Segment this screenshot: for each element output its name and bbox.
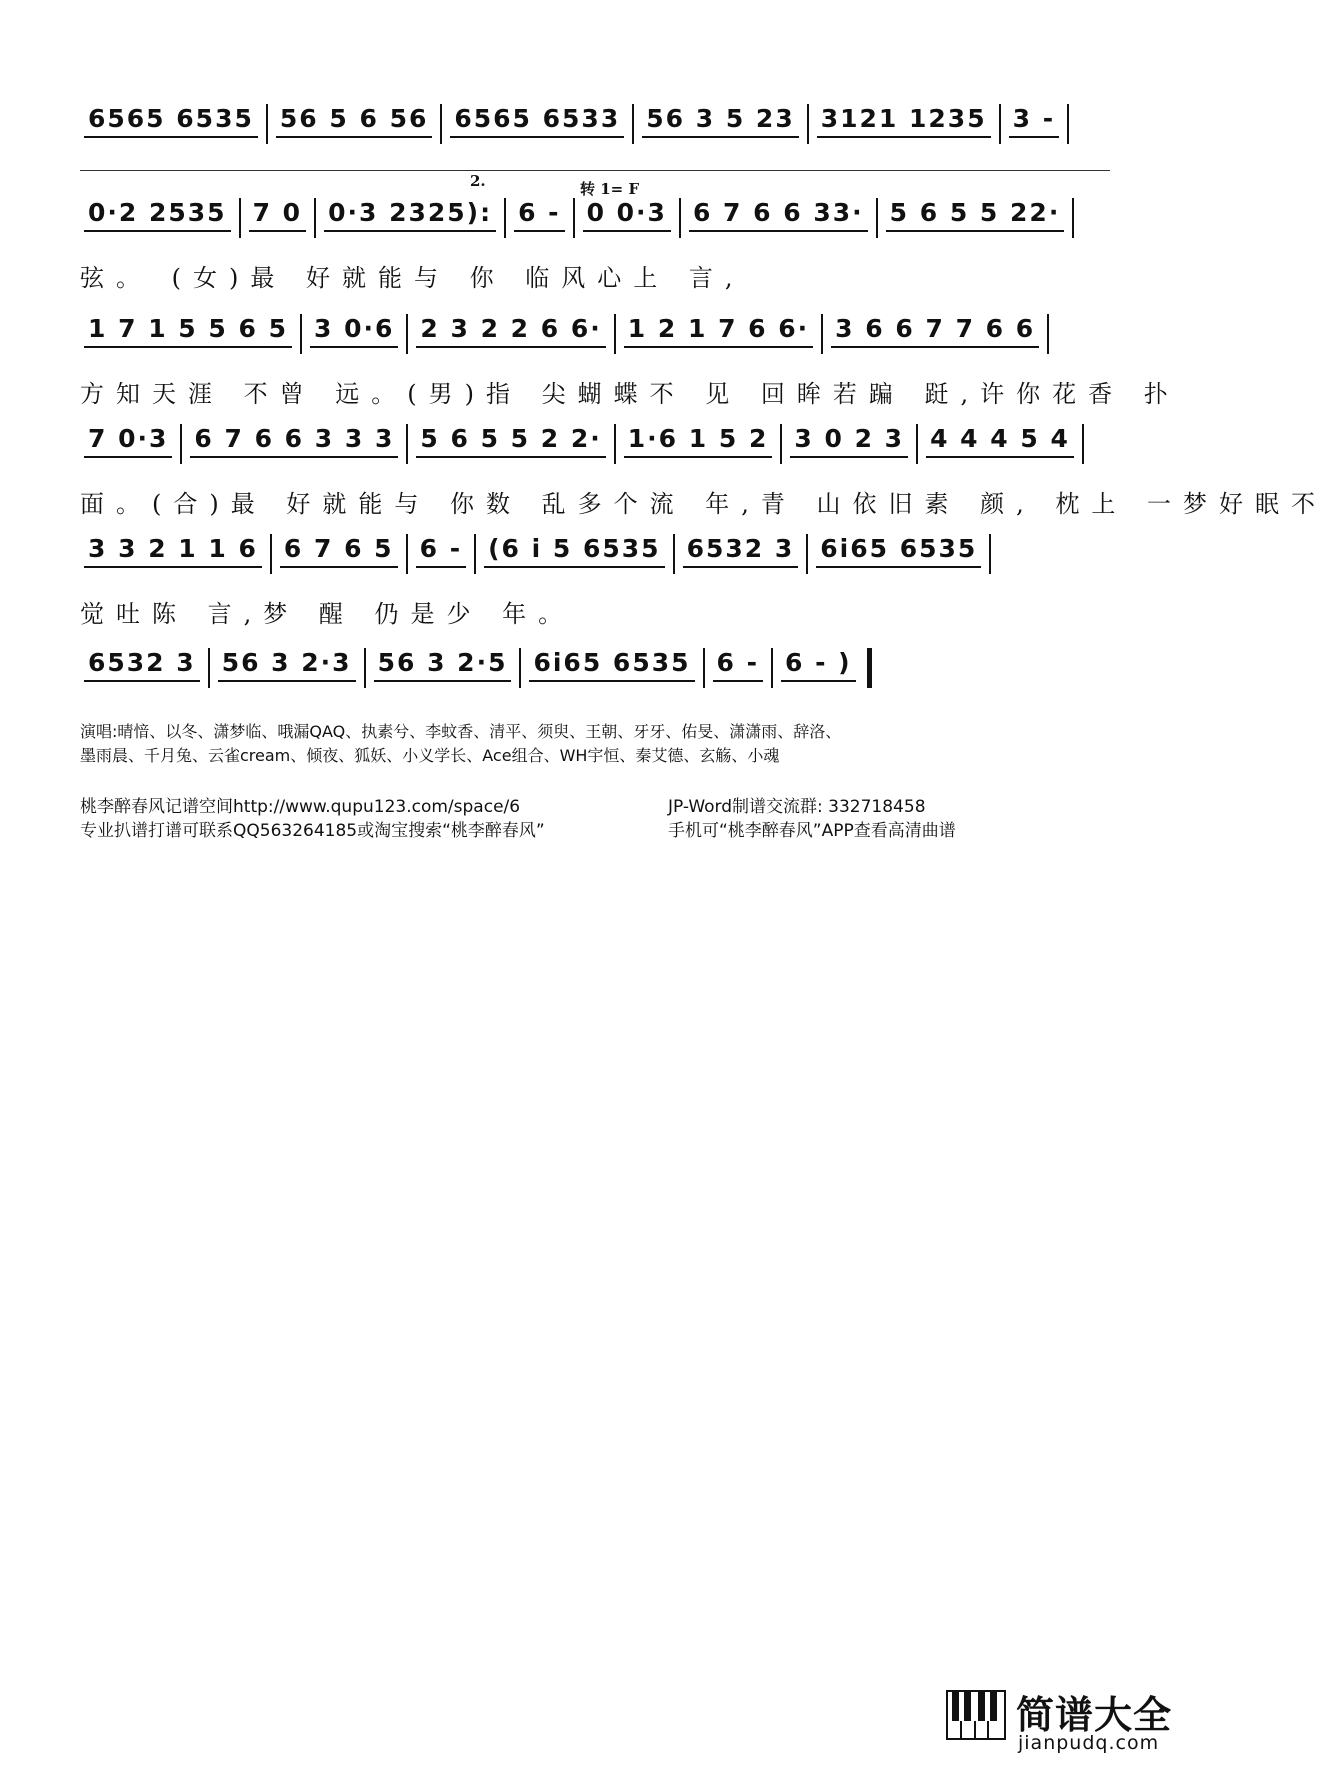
notation-group: 2 3 2 2 6 6· (416, 312, 605, 348)
barline (989, 534, 991, 574)
score-row-2 (80, 196, 1110, 292)
measure (272, 532, 406, 568)
notation-group: 56 5 6 56 (276, 102, 432, 138)
notation-group: 6i65 6535 (816, 532, 981, 568)
notation-group: 6 7 6 6 3 3 3 (190, 422, 398, 458)
barline (1072, 198, 1074, 238)
notation-group: 7 0 (249, 196, 307, 232)
notation-group: 0·2 2535 (84, 196, 231, 232)
measure (80, 102, 266, 138)
notation-group: 1·6 1 5 2 (624, 422, 773, 458)
measure (808, 532, 989, 568)
notation-group: 6 7 6 5 (280, 532, 398, 568)
notation-group: 6565 6533 (450, 102, 624, 138)
measure (210, 646, 364, 682)
measure (268, 102, 440, 138)
measure (408, 532, 474, 568)
measure (521, 646, 702, 682)
barline (1047, 314, 1049, 354)
measure (80, 196, 239, 232)
singers-line-2: 墨雨晨、千月兔、云雀cream、倾夜、狐妖、小义学长、Ace组合、WH宇恒、秦艾德、玄觞、小魂 (80, 746, 780, 765)
notation-group: 6 7 6 6 33· (689, 196, 868, 232)
notation-group: 56 3 2·5 (374, 646, 512, 682)
measure (918, 422, 1082, 458)
measure (616, 422, 781, 458)
measure (476, 532, 672, 568)
measure (80, 422, 180, 458)
notation-group: 3 0·6 (310, 312, 398, 348)
score-row-1 (80, 102, 1110, 162)
measure (616, 312, 821, 348)
row-5-lyrics: 觉吐陈 言,梦 醒 仍是少 年。 (80, 600, 575, 628)
measure (675, 532, 807, 568)
measure (809, 102, 999, 138)
notation-group: 0·3 2325): (324, 196, 496, 232)
logo-url: jianpudq.com (1018, 1732, 1160, 1754)
footer-right-line-1: JP-Word制谱交流群: 332718458 (668, 797, 926, 817)
notation-group: 5 6 5 5 22· (886, 196, 1065, 232)
notation-group: 7 0·3 (84, 422, 172, 458)
row-4-measures (80, 422, 1110, 482)
measure (575, 196, 679, 232)
logo-title: 简谱大全 (1016, 1693, 1173, 1737)
notation-group: 3 0 2 3 (790, 422, 908, 458)
footer-right (668, 795, 956, 843)
notation-group: 0 0·3 (583, 196, 671, 232)
row-3-lyrics: 方知天涯 不曾 远。(男)指 尖蝴蝶不 见 回眸若蹁 跹,许你花香 扑 (80, 380, 1180, 408)
row-4-lyrics: 面。(合)最 好就能与 你数 乱多个流 年,青 山依旧素 颜, 枕上 一梦好眠不 (80, 490, 1327, 518)
score-row-5 (80, 532, 1110, 628)
key-change-mark: 转 1= F (580, 180, 640, 198)
measure (681, 196, 876, 232)
measure (442, 102, 632, 138)
row-3-measures (80, 312, 1110, 372)
measure (782, 422, 916, 458)
notation-group: 56 3 5 23 (642, 102, 798, 138)
measure (241, 196, 315, 232)
score-row-6 (80, 646, 1110, 706)
singers-credit (80, 720, 841, 768)
row-6-measures (80, 646, 1110, 706)
measure (634, 102, 806, 138)
measure (182, 422, 406, 458)
score-row-3 (80, 312, 1180, 408)
barline (867, 648, 872, 688)
notation-group: 3 6 6 7 7 6 6 (831, 312, 1039, 348)
barline (1067, 104, 1069, 144)
footer-left-line-1: 桃李醉春风记谱空间http://www.qupu123.com/space/6 (80, 797, 521, 817)
notation-group: 6 - ) (781, 646, 856, 682)
notation-group: 3121 1235 (817, 102, 991, 138)
measure (80, 646, 208, 682)
measure (1001, 102, 1067, 138)
notation-group: 6 - (514, 196, 564, 232)
jianpudq-logo[interactable] (946, 1684, 1178, 1758)
notation-group: 6565 6535 (84, 102, 258, 138)
volta-mark: 2. (470, 172, 486, 190)
notation-group: 6 - (713, 646, 763, 682)
measure (705, 646, 771, 682)
measure (506, 196, 572, 232)
measure (80, 312, 300, 348)
measure (823, 312, 1047, 348)
footer-right-line-2: 手机可“桃李醉春风”APP查看高清曲谱 (668, 821, 956, 841)
notation-group: 56 3 2·3 (218, 646, 356, 682)
measure (408, 422, 613, 458)
footer-left-line-2: 专业扒谱打谱可联系QQ563264185或淘宝搜索“桃李醉春风” (80, 821, 545, 841)
measure (302, 312, 406, 348)
measure (316, 196, 504, 232)
notation-group: 1 2 1 7 6 6· (624, 312, 813, 348)
notation-group: 6532 3 (683, 532, 799, 568)
singers-line-1: 演唱:晴愔、以冬、潇梦临、哦漏QAQ、执素兮、李蚊香、清平、须臾、王朝、牙牙、佑旻、潇潇雨、辞洛、 (80, 722, 842, 741)
notation-group: 1 7 1 5 5 6 5 (84, 312, 292, 348)
measure (408, 312, 613, 348)
staff-divider-line (80, 170, 1110, 171)
measure (773, 646, 864, 682)
row-2-measures (80, 196, 1110, 256)
barline (1082, 424, 1084, 464)
piano-keys-icon (946, 1690, 1006, 1740)
row-5-measures (80, 532, 1110, 592)
notation-group: 6i65 6535 (529, 646, 694, 682)
notation-group: 4 4 4 5 4 (926, 422, 1074, 458)
measure (878, 196, 1073, 232)
notation-group: 6 - (416, 532, 466, 568)
score-row-4 (80, 422, 1327, 518)
notation-group: 6532 3 (84, 646, 200, 682)
notation-group: 3 3 2 1 1 6 (84, 532, 262, 568)
notation-group: 3 - (1009, 102, 1059, 138)
measure (80, 532, 270, 568)
notation-group: (6 i 5 6535 (484, 532, 664, 568)
measure (366, 646, 520, 682)
row-2-lyrics: 弦。 (女)最 好就能与 你 临风心上 言, (80, 264, 745, 292)
notation-group: 5 6 5 5 2 2· (416, 422, 605, 458)
footer-left (80, 795, 545, 843)
row-1-measures (80, 102, 1110, 162)
